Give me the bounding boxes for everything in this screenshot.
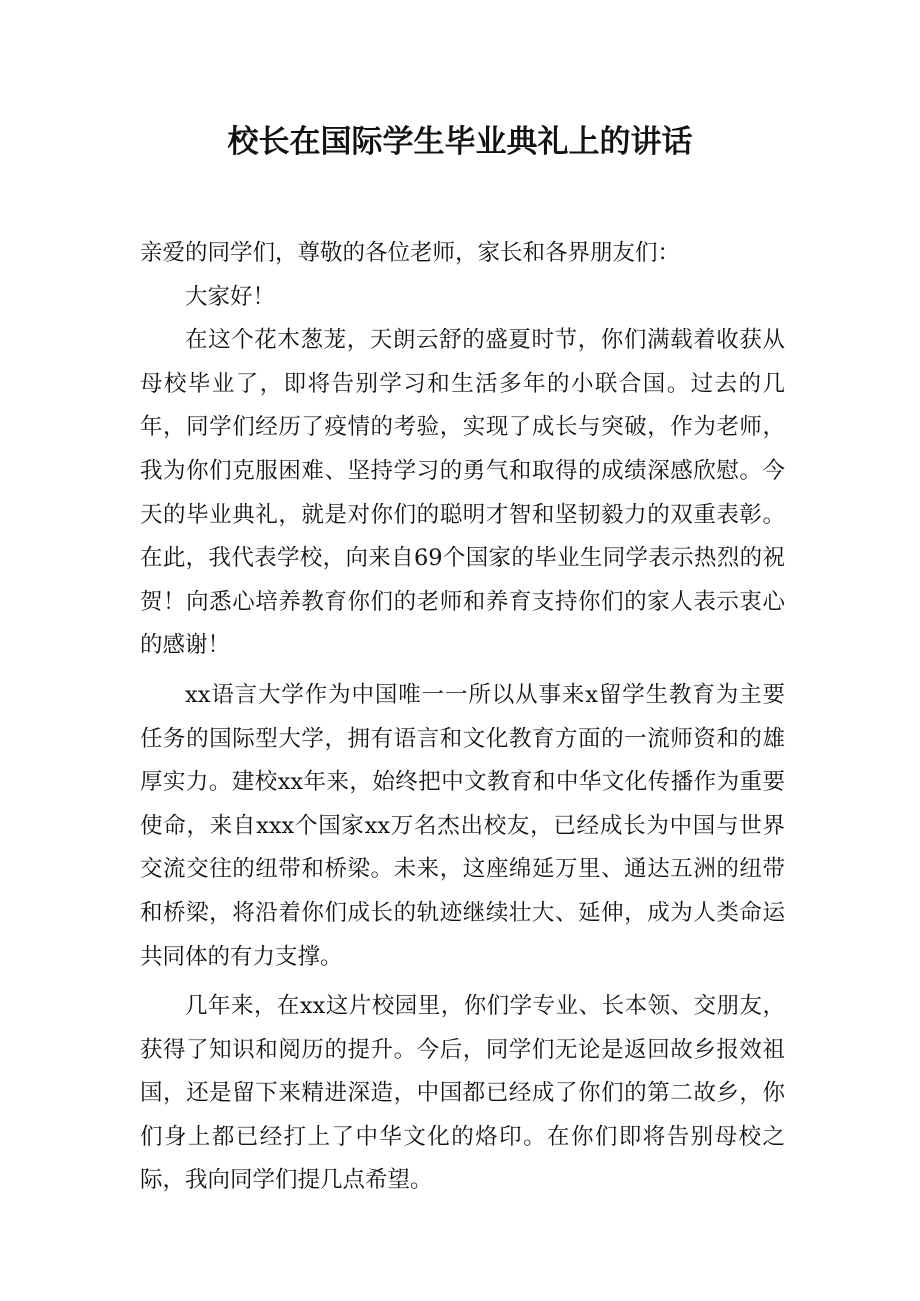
greeting: 大家好！ <box>185 283 276 310</box>
paragraph-3: 几年来，在xx这片校园里，你们学专业、长本领、交朋友，获得了知识和阅历的提升。今后，同学们无论是返回故乡报效祖国，还是留下来精进深造，中国都已经成了你们的第二故乡，你们身上都已经打上了中华文化的烙印。在你们即将告别母校之际，我向同学们提几点希望。 <box>140 993 785 1194</box>
paragraph-1: 在这个花木葱茏，天朗云舒的盛夏时节，你们满载着收获从母校毕业了，即将告别学习和生活多年的小联合国。过去的几年，同学们经历了疫情的考验，实现了成长与突破，作为老师，我为你们克服困难、坚持学习的勇气和取得的成绩深感欣慰。今天的毕业典礼，就是对你们的聪明才智和坚韧毅力的双重表彰。在此，我代表学校，向来自69个国家的毕业生同学表示热烈的祝贺！向悉心培养教育你们的老师和养育支持你们的家人表示衷心的感谢！ <box>140 327 785 659</box>
salutation: 亲爱的同学们，尊敬的各位老师，家长和各界朋友们： <box>140 240 681 266</box>
document-body <box>140 232 785 1203</box>
document-title: 校长在国际学生毕业典礼上的讲话 <box>227 124 693 160</box>
paragraph-2: xx语言大学作为中国唯一一所以从事来x留学生教育为主要任务的国际型大学，拥有语言和文化教育方面的一流师资和的雄厚实力。建校xx年来，始终把中文教育和中华文化传播作为重要使命，来自xxx个国家xx万名杰出校友，已经成长为中国与世界交流交往的纽带和桥梁。未来，这座绵延万里、通达五洲的纽带和桥梁，将沿着你们成长的轨迹继续壮大、延伸，成为人类命运共同体的有力支撑。 <box>140 681 785 970</box>
